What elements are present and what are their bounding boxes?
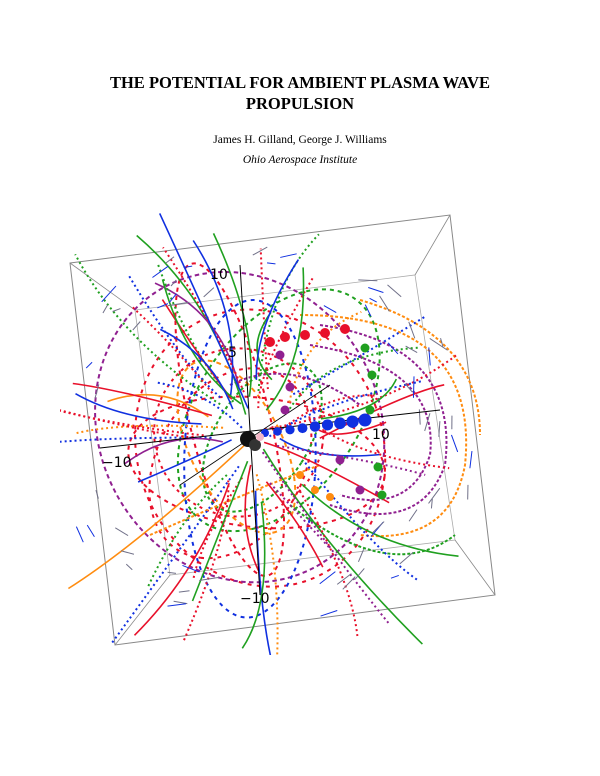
peripheral-stroke (368, 288, 383, 293)
tick-label-bottom-neg10: −10 (240, 591, 270, 607)
peripheral-stroke (388, 343, 398, 354)
tick-label-5: 5 (228, 345, 237, 361)
peripheral-stroke (321, 610, 338, 616)
peripheral-stroke (103, 305, 108, 313)
field-line (76, 426, 223, 434)
red-marker-dot (320, 328, 330, 338)
field-line (259, 234, 319, 391)
peripheral-stroke (179, 591, 190, 592)
peripheral-stroke (115, 528, 128, 536)
red-marker-dot (280, 332, 290, 342)
blue-marker-dot (310, 421, 321, 432)
peripheral-stroke (470, 451, 472, 468)
purple-marker-dot (336, 456, 345, 465)
purple-marker-dot (356, 486, 365, 495)
peripheral-stroke (419, 409, 420, 424)
green-marker-dot (366, 406, 375, 415)
title-line-2: PROPULSION (245, 94, 355, 113)
peripheral-stroke (168, 604, 186, 606)
peripheral-stroke (358, 549, 363, 562)
green-marker-dot (368, 371, 377, 380)
peripheral-stroke (400, 552, 413, 563)
peripheral-stroke (280, 254, 296, 258)
peripheral-stroke (451, 435, 457, 452)
peripheral-stroke (429, 488, 440, 503)
orange-marker-dot (311, 486, 319, 494)
purple-marker-dot (281, 406, 290, 415)
green-marker-dot (378, 491, 387, 500)
paper-title (0, 72, 600, 114)
peripheral-stroke (409, 322, 415, 338)
box-corner-edge (70, 263, 135, 310)
peripheral-stroke (387, 285, 401, 297)
peripheral-stroke (373, 522, 385, 533)
peripheral-stroke (86, 362, 92, 368)
blue-marker-dot (334, 417, 346, 429)
peripheral-stroke (168, 572, 176, 573)
red-marker-dot (300, 330, 310, 340)
affiliation: Ohio Aerospace Institute (242, 154, 358, 166)
purple-marker-dot (276, 351, 285, 360)
field-line (257, 474, 278, 655)
field-line (277, 446, 425, 475)
blue-marker-dot (298, 423, 308, 433)
blue-marker-dot (285, 425, 294, 434)
peripheral-stroke (174, 601, 188, 603)
peripheral-stroke (391, 575, 399, 578)
peripheral-stroke (409, 510, 417, 522)
field-arc (230, 374, 360, 405)
field-line (297, 487, 357, 639)
tick-label-top-10: 10 (210, 267, 228, 283)
tick-label-left-neg10: −10 (102, 455, 132, 471)
title-line-1: THE POTENTIAL FOR AMBIENT PLASMA WAVE (109, 73, 491, 92)
box-corner-edge (115, 575, 170, 645)
red-marker-dot (265, 337, 275, 347)
peripheral-stroke (76, 527, 83, 543)
peripheral-stroke (126, 564, 132, 570)
peripheral-stroke (204, 288, 214, 297)
blue-marker-dot (322, 419, 333, 430)
peripheral-stroke (166, 257, 174, 263)
field-line (321, 379, 396, 419)
plasma-field-figure (60, 205, 500, 655)
red-marker-dot (340, 324, 350, 334)
field-line (270, 483, 329, 548)
peripheral-stroke (121, 551, 134, 555)
peripheral-stroke (113, 309, 121, 312)
peripheral-stroke (267, 263, 275, 264)
tick-label-right-10: 10 (372, 427, 390, 443)
peripheral-stroke (102, 286, 116, 302)
peripheral-stroke (324, 306, 336, 313)
blue-marker-dot (359, 414, 372, 427)
blue-marker-dot (346, 415, 358, 427)
field-loop (116, 339, 344, 587)
orange-marker-dot (326, 493, 334, 501)
bounding-box (70, 215, 495, 645)
peripheral-stroke (171, 280, 176, 286)
green-marker-dot (374, 463, 383, 472)
green-marker-dot (361, 344, 370, 353)
field-arc (290, 505, 455, 554)
field-line-3d-plot (60, 205, 500, 655)
author-list: James H. Gilland, George J. Williams (213, 134, 387, 146)
peripheral-stroke (430, 338, 448, 350)
blue-marker-dot (273, 427, 282, 436)
peripheral-stroke (370, 298, 377, 302)
peripheral-stroke (439, 421, 440, 437)
field-lines (60, 213, 480, 655)
peripheral-stroke (431, 499, 432, 509)
center-core-dot (256, 433, 264, 441)
peripheral-stroke (87, 525, 94, 537)
peripheral-stroke (184, 266, 193, 267)
field-line (111, 466, 239, 644)
peripheral-stroke (152, 266, 168, 277)
field-arc (150, 465, 320, 535)
purple-marker-dot (286, 383, 295, 392)
outer-box-edge (70, 215, 495, 645)
orange-marker-dot (296, 471, 304, 479)
peripheral-stroke (413, 376, 414, 397)
box-corner-edge (415, 215, 450, 275)
field-loop (153, 254, 307, 585)
